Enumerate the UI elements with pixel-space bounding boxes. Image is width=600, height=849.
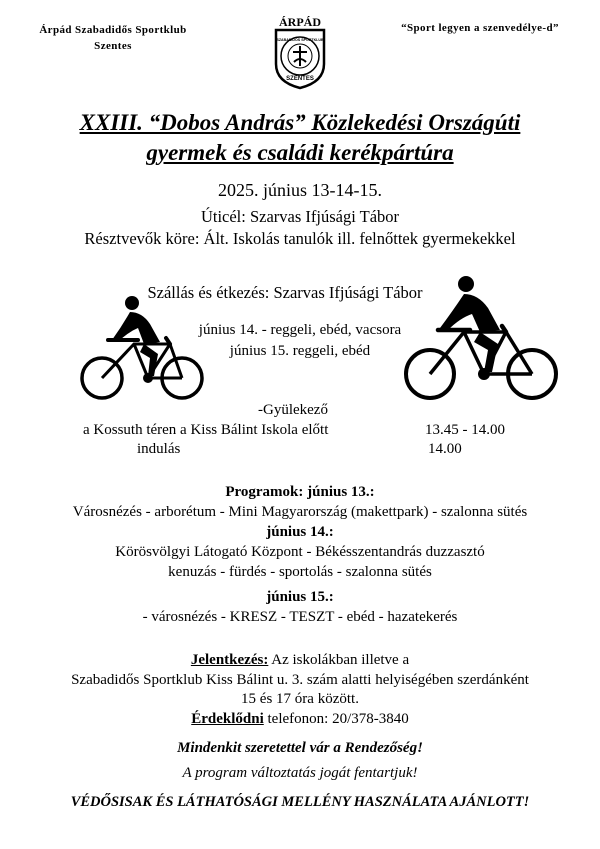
- event-title-line2: gyermek és családi kerékpártúra: [146, 140, 454, 165]
- program-day15-text: - városnézés - KRESZ - TESZT - ebéd - hazatekerés: [142, 609, 458, 625]
- registration-line3: 15 és 17 óra között.: [241, 691, 359, 707]
- event-title-line1: XXIII. “Dobos András” Közlekedési Országúti: [79, 110, 521, 135]
- event-destination: Úticél: Szarvas Ifjúsági Tábor: [200, 207, 400, 226]
- logo-top-text: ÁRPÁD: [279, 15, 321, 29]
- info-line: [0, 711, 600, 728]
- departure-time: 14.00: [428, 441, 462, 457]
- registration-text: Az iskolákban illetve a: [268, 652, 410, 668]
- program-day13-text: Városnézés - arborétum - Mini Magyarország (makettpark) - szalonna sütés: [72, 504, 528, 520]
- cyclist-icon: [402, 274, 562, 404]
- info-phone: telefonon: 20/378-3840: [263, 711, 409, 727]
- registration-line1: [0, 652, 600, 669]
- program-day14-line1: Körösvölgyi Látogató Központ - Békésszentandrás duzzasztó: [115, 544, 485, 560]
- club-logo: [270, 12, 330, 90]
- meeting-time: 13.45 - 14.00: [425, 422, 505, 438]
- meal-line1: június 14. - reggeli, ebéd, vacsora: [198, 322, 402, 338]
- accommodation-title: Szállás és étkezés: Szarvas Ifjúsági Tábor: [147, 283, 423, 302]
- logo-ring-text: SZABADIDŐS SPORTKLUB: [276, 38, 324, 42]
- club-name: [18, 22, 208, 54]
- event-participants: Résztvevők köre: Ált. Iskolás tanulók ill. felnőttek gyermekekkel: [84, 229, 516, 248]
- info-label: Érdeklődni: [191, 711, 264, 727]
- logo-bottom-text: SZENTES: [286, 76, 314, 82]
- program-day14-line2: kenuzás - fürdés - sportolás - szalonna sütés: [168, 564, 432, 580]
- registration-label: Jelentkezés:: [190, 652, 269, 668]
- meeting-place: a Kossuth téren a Kiss Bálint Iskola előtt: [83, 422, 329, 438]
- registration-line2: Szabadidős Sportklub Kiss Bálint u. 3. szám alatti helyiségében szerdánként: [71, 672, 529, 688]
- departure-label: indulás: [137, 441, 181, 457]
- club-name-line2: Szentes: [94, 40, 132, 52]
- program-day13-title: Programok: június 13.:: [225, 484, 375, 500]
- meeting-heading: -Gyülekező: [258, 402, 328, 418]
- program-day15-title: június 15.:: [266, 589, 334, 605]
- welcome-text: Mindenkit szeretettel vár a Rendezőség!: [177, 740, 423, 756]
- event-date: 2025. június 13-14-15.: [218, 180, 382, 200]
- cyclist-icon: [78, 294, 210, 402]
- safety-notice: VÉDŐSISAK ÉS LÁTHATÓSÁGI MELLÉNY HASZNÁLATA AJÁNLOTT!: [70, 794, 530, 810]
- disclaimer-text: A program változtatás jogát fentartjuk!: [182, 765, 418, 781]
- club-motto: “Sport legyen a szenvedélye-d”: [401, 22, 559, 34]
- program-day14-title: június 14.:: [266, 524, 334, 540]
- club-name-line1: Árpád Szabadidős Sportklub: [39, 24, 187, 36]
- meal-line2: június 15. reggeli, ebéd: [229, 343, 371, 359]
